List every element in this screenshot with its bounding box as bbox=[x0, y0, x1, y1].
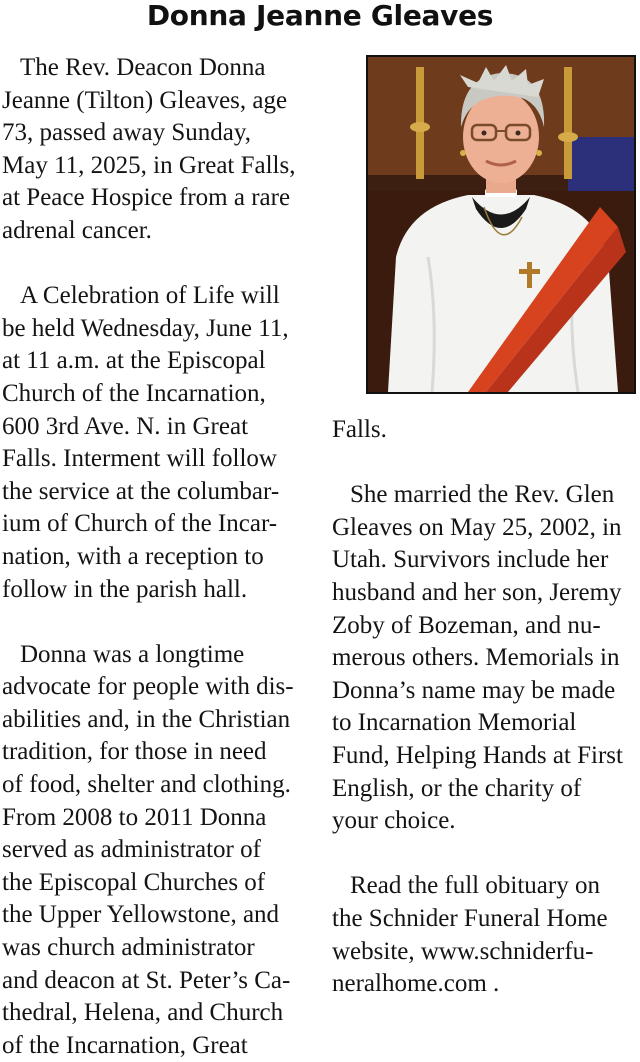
portrait-illustration bbox=[368, 57, 634, 392]
obituary-text-line: the Upper Yellowstone, and bbox=[2, 901, 280, 929]
obituary-text-line: Utah. Survivors include her bbox=[332, 546, 609, 574]
obituary-text-line: Read the full obituary on bbox=[350, 872, 600, 900]
portrait-photo bbox=[366, 55, 636, 394]
obituary-text-line: She married the Rev. Glen bbox=[350, 481, 615, 509]
obituary-text-line: of the Incarnation, Great bbox=[2, 1031, 248, 1059]
obituary-text-line: 73, passed away Sunday, bbox=[2, 119, 252, 147]
obituary-text-line: From 2008 to 2011 Donna bbox=[2, 803, 267, 831]
obituary-text-line: Gleaves on May 25, 2002, in bbox=[332, 513, 622, 541]
obituary-text-line: website, www.schniderfu- bbox=[332, 937, 594, 965]
obituary-text-line: adrenal cancer. bbox=[2, 216, 152, 244]
paragraph-gap bbox=[332, 447, 638, 480]
obituary-text-line: served as administrator of bbox=[2, 836, 261, 864]
obituary-text-line: Donna’s name may be made bbox=[332, 676, 616, 704]
obituary-text-line: May 11, 2025, in Great Falls, bbox=[2, 151, 296, 179]
obituary-text-line: A Celebration of Life will bbox=[20, 282, 280, 310]
obituary-text-line: husband and her son, Jeremy bbox=[332, 578, 622, 606]
obituary-text-line: at 11 a.m. at the Episcopal bbox=[2, 347, 266, 375]
obituary-text-line: to Incarnation Memorial bbox=[332, 709, 577, 737]
obituary-text-line: Falls. bbox=[332, 416, 387, 443]
right-column bbox=[332, 414, 638, 1001]
obituary-text-line: The Rev. Deacon Donna bbox=[20, 54, 266, 81]
obituary-text-line: ium of Church of the Incar- bbox=[2, 510, 278, 538]
obituary-text-line: the Schnider Funeral Home bbox=[332, 904, 608, 932]
obituary-text-line: tradition, for those in need bbox=[2, 738, 267, 766]
obituary-text-line: merous others. Memorials in bbox=[332, 644, 620, 672]
obituary-text-line: thedral, Helena, and Church bbox=[2, 999, 284, 1027]
candlestick-right bbox=[564, 67, 572, 179]
paragraph-gap bbox=[2, 606, 320, 639]
eye-left bbox=[482, 131, 487, 136]
obituary-text-line: of food, shelter and clothing. bbox=[2, 771, 291, 799]
obituary-text-line: the service at the columbar- bbox=[2, 477, 280, 505]
obituary-text-line: be held Wednesday, June 11, bbox=[2, 314, 289, 342]
obituary-text-line: and deacon at St. Peter’s Ca- bbox=[2, 966, 291, 994]
obituary-text-line: at Peace Hospice from a rare bbox=[2, 184, 291, 212]
obituary-text-line: Church of the Incarnation, bbox=[2, 379, 266, 407]
obituary-text-line: abilities and, in the Christian bbox=[2, 705, 291, 733]
obituary-text-line: follow in the parish hall. bbox=[2, 575, 248, 603]
obituary-text-line: was church administrator bbox=[2, 934, 255, 962]
earring-left bbox=[460, 150, 466, 156]
cross-pendant-horizontal bbox=[519, 269, 540, 274]
cross-pendant-vertical bbox=[527, 262, 532, 288]
obituary-text-line: advocate for people with dis- bbox=[2, 673, 294, 701]
obituary-text-line: Zoby of Bozeman, and nu- bbox=[332, 611, 601, 639]
candlestick-right-ring bbox=[558, 132, 578, 142]
paragraph-gap bbox=[2, 248, 320, 281]
obituary-text-line: neralhome.com . bbox=[332, 970, 500, 998]
obituary-headline: Donna Jeanne Gleaves bbox=[146, 0, 494, 32]
obituary-text-line: English, or the charity of bbox=[332, 774, 582, 802]
paragraph-gap bbox=[332, 838, 638, 871]
obituary-text-line: your choice. bbox=[332, 807, 456, 835]
obituary-text-line: nation, with a reception to bbox=[2, 542, 264, 570]
eye-right bbox=[516, 131, 521, 136]
obituary-text-line: Fund, Helping Hands at First bbox=[332, 741, 623, 769]
earring-right bbox=[536, 150, 542, 156]
obituary-text-line: Jeanne (Tilton) Gleaves, age bbox=[2, 86, 288, 114]
obituary-text-line: Falls. Interment will follow bbox=[2, 445, 277, 473]
left-column bbox=[2, 52, 320, 1062]
obituary-text-line: the Episcopal Churches of bbox=[2, 868, 266, 896]
candlestick-left-ring bbox=[410, 122, 430, 132]
obituary-text-line: Donna was a longtime bbox=[20, 640, 245, 668]
obituary-text-line: 600 3rd Ave. N. in Great bbox=[2, 412, 249, 440]
